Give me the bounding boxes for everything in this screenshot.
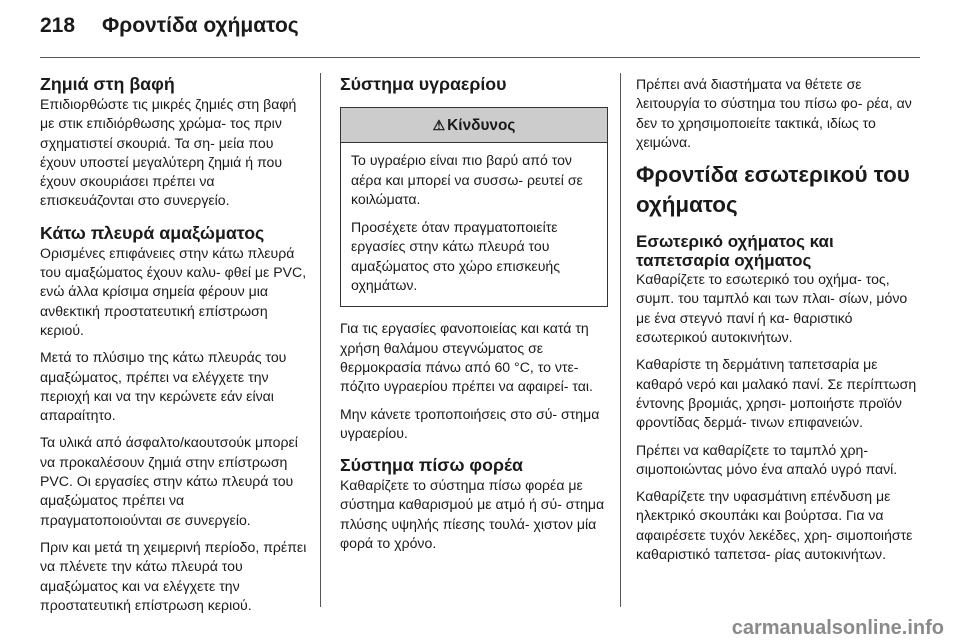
page-title: Φροντίδα οχήματος (102, 14, 299, 37)
paragraph: Ορισμένες επιφάνειες στην κάτω πλευρά του αμαξώματος έχουν καλυ- φθεί με PVC, ενώ άλλα κρίσιμα σημεία φέρουν μια ανθεκτική προστατευτική επίστρωση κεριού. (40, 244, 307, 338)
heading-interior-upholstery: Εσωτερικό οχήματος και ταπετσαρία οχήματος (636, 232, 834, 271)
heading-rear-carrier: Σύστημα πίσω φορέα (340, 455, 523, 476)
paragraph: Πριν και μετά τη χειμερινή περίοδο, πρέπει να πλένετε την κάτω πλευρά του αμαξώματος και να ελέγχετε την προστατευτική επίστρωση κεριού. (40, 538, 307, 613)
warning-text: Το υγραέριο είναι πιο βαρύ από τον αέρα και μπορεί να συσσω- ρευτεί σε κοιλώματα. (351, 152, 583, 207)
column-right (636, 70, 922, 572)
danger-warning-box (340, 107, 608, 307)
paragraph: Μην κάνετε τροποποιήσεις στο σύ- στημα υγραερίου. (340, 405, 600, 441)
heading-paint-damage: Ζημιά στη βαφή (40, 74, 175, 94)
paragraph: Καθαρίζετε το εσωτερικό του οχήμα- τος, συμπ. του ταμπλό και των πλαι- σίων, μόνο με ένα στεγνό πανί ή κα- θαριστικό εσωτερικού αυτοκινήτων. (636, 271, 908, 346)
heading-interior-care: Φροντίδα εσωτερικού του οχήματος (636, 162, 910, 218)
column-divider-2 (620, 73, 621, 607)
paragraph: Για τις εργασίες φανοποιείας και κατά τη χρήση θαλάμου στεγνώματος σε θερμοκρασία πάνω από 60 °C, το ντε- πόζιτο υγραερίου πρέπει να αφαιρεί- ται. (340, 320, 593, 395)
page-number: 218 (40, 14, 76, 37)
paragraph: Καθαρίζετε το σύστημα πίσω φορέα με σύστημα καθαρισμού με ατμό ή σύ- στημα πλύσης υψηλής πίεσης τουλά- χιστον μία φορά το χρόνο. (340, 477, 605, 552)
paragraph: Καθαρίζετε την υφασμάτινη επένδυση με ηλεκτρικό σκουπάκι και βούρτσα. Για να αφαιρέσετε τυχόν λεκέδες, χρη- σιμοποιήστε καθαριστικό ταπετσα- ρίας αυτοκινήτων. (636, 488, 913, 563)
paragraph: Επιδιορθώστε τις μικρές ζημιές στη βαφή με στικ επιδιόρθωσης χρώμα- τος πριν σχηματιστεί σκουριά. Τα ση- μεία που έχουν υποστεί μεγαλύτερη ζημιά ή που έχουν σκουριάσει πρέπει να επισκευάζονται στο συνεργείο. (40, 96, 297, 209)
header-rule (40, 57, 920, 58)
warning-triangle-icon: ⚠ (432, 117, 446, 133)
heading-underbody: Κάτω πλευρά αμαξώματος (40, 222, 265, 243)
paragraph: Πρέπει να καθαρίζετε το ταμπλό χρη- σιμοποιώντας μόνο ένα απαλό υγρό πανί. (636, 441, 898, 477)
paragraph: Καθαρίστε τη δερμάτινη ταπετσαρία με καθαρό νερό και μαλακό πανί. Σε περίπτωση έντονης βρομιάς, χρησι- μοποιήστε προϊόν φροντίδας δερμά- τινων επιφανειών. (636, 356, 917, 431)
paragraph: Πρέπει ανά διαστήματα να θέτετε σε λειτουργία το σύστημα του πίσω φο- ρέα, αν δεν το χρησιμοποιείτε τακτικά, ιδίως το χειμώνα. (636, 76, 912, 150)
column-middle (340, 70, 608, 561)
page-header (40, 14, 299, 38)
watermark: carmanualsonline.info (731, 617, 944, 639)
column-left (40, 70, 310, 623)
column-divider-1 (320, 73, 321, 607)
heading-lpg-system: Σύστημα υγραερίου (340, 74, 507, 94)
warning-body (341, 143, 607, 306)
warning-text: Προσέχετε όταν πραγματοποιείτε εργασίες στην κάτω πλευρά του αμαξώματος στο χώρο επισκευής οχημάτων. (351, 219, 561, 294)
paragraph: Μετά το πλύσιμο της κάτω πλευράς του αμαξώματος, πρέπει να ελέγχετε την περιοχή και να την κερώνετε εάν είναι απαραίτητο. (40, 349, 287, 424)
warning-title-bar (341, 108, 607, 143)
warning-title: Κίνδυνος (447, 117, 516, 134)
paragraph: Τα υλικά από άσφαλτο/καουτσούκ μπορεί να προκαλέσουν ζημιά στην επίστρωση PVC. Οι εργασίες στην κάτω πλευρά του αμαξώματος πρέπει να πραγματοποιούνται σε συνεργείο. (40, 434, 298, 528)
